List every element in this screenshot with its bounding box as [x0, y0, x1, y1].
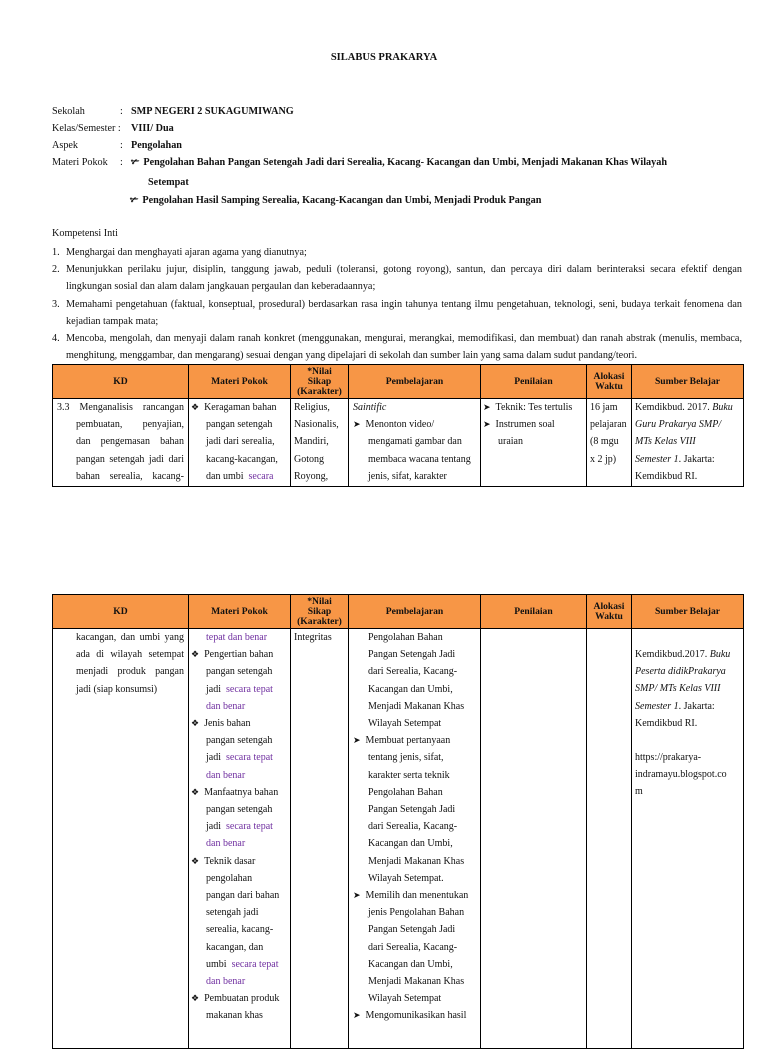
scissors-bullet-icon: ✃: [130, 195, 139, 206]
ki-number: 2.: [52, 264, 60, 276]
penilaian-cell: ➤ Teknik: Tes tertulis ➤ Instrumen soal uraian: [481, 399, 587, 487]
diamond-bullet-icon: ❖: [191, 718, 200, 729]
sumber-cell: Kemdikbud.2017. Buku Peserta didikPrakarya SMP/ MTs Kelas VIII Semester 1. Jakarta: Kemdikbud RI. https://prakarya- indramayu.blogspot.co m: [632, 629, 744, 1049]
header-kd: KD: [53, 365, 189, 399]
pembelajaran-cell: Pengolahan Bahan Pangan Setengah Jadi dari Serealia, Kacang- Kacangan dan Umbi, Menjadi Makanan Khas Wilayah Setempat ➤ Membuat pertanyaan tentang jenis, sifat, karakter serta teknik Pengolahan Bahan Pangan Setengah Jadi dari Serealia, Kacang- Kacangan dan Umbi, Menjadi Makanan Khas Wilayah Setempat. ➤ Memilih dan menentukan jenis Pengolahan Bahan Pangan Setengah Jadi dari Serealia, Kacang- Kacangan dan Umbi, Menjadi Makanan Khas Wilayah Setempat ➤ Mengomunikasikan hasil: [349, 629, 481, 1049]
materi-item-1-line-2: Setempat: [148, 177, 189, 188]
diamond-bullet-icon: ❖: [191, 855, 200, 866]
materi-item-1-line-1: Pengolahan Bahan Pangan Setengah Jadi dari Serealia, Kacang- Kacangan dan Umbi, Menjadi Makanan Khas Wilayah: [143, 157, 668, 168]
ki-text: Mencoba, mengolah, dan menyaji dalam ranah konkret (menggunakan, mengurai, merangkai, memodifikasi, dan membuat) dan ranah abstrak (menulis, membaca, menghitung, menggambar, dan mengarang) sesuai dengan yang dipelajari di sekolah dan sumber lain yang sama dalam sudut pandang/teori.: [66, 333, 742, 362]
header-nilai: *Nilai Sikap (Karakter): [291, 365, 349, 399]
ki-item: [52, 261, 742, 295]
kompetensi-inti-title: Kompetensi Inti: [52, 228, 118, 239]
header-sumber: Sumber Belajar: [632, 595, 744, 629]
ki-item: [52, 330, 742, 364]
silabus-table-1: [52, 364, 744, 487]
table-header-row: [53, 365, 744, 399]
ki-number: 4.: [52, 333, 60, 345]
ki-item: [52, 244, 742, 261]
header-materi: Materi Pokok: [189, 365, 291, 399]
header-pembelajaran: Pembelajaran: [349, 365, 481, 399]
header-pembelajaran: Pembelajaran: [349, 595, 481, 629]
aspek-label: Aspek: [52, 140, 79, 151]
ki-text: Menghargai dan menghayati ajaran agama yang dianutnya;: [66, 247, 307, 258]
ki-item: [52, 296, 742, 330]
kd-cell: 3.3 Menganalisis rancangan pembuatan, penyajian, dan pengemasan bahan pangan setengah jadi dari bahan serealia, kacang-: [53, 399, 189, 487]
table-row: [53, 629, 744, 1049]
diamond-bullet-icon: ❖: [191, 649, 200, 660]
ki-text: Memahami pengetahuan (faktual, konseptual, prosedural) berdasarkan rasa ingin tahunya tentang ilmu pengetahuan, teknologi, seni, budaya terkait fenomena dan kejadian tampak mata;: [66, 298, 742, 327]
nilai-cell: Religius, Nasionalis, Mandiri, Gotong Royong,: [291, 399, 349, 487]
aspek-value: Pengolahan: [131, 140, 182, 151]
arrow-bullet-icon: ➤: [353, 419, 361, 430]
arrow-bullet-icon: ➤: [483, 419, 491, 430]
pembelajaran-cell: Saintific ➤ Menonton video/ mengamati gambar dan membaca wacana tentang jenis, sifat, karakter: [349, 399, 481, 487]
arrow-bullet-icon: ➤: [483, 402, 491, 412]
diamond-bullet-icon: ❖: [191, 402, 200, 412]
arrow-bullet-icon: ➤: [353, 1010, 361, 1021]
info-kelas: [52, 120, 174, 137]
kd-cell: kacangan, dan umbi yang ada di wilayah setempat menjadi produk pangan jadi (siap konsumsi): [53, 629, 189, 1049]
header-materi: Materi Pokok: [189, 595, 291, 629]
header-alokasi: Alokasi Waktu: [587, 365, 632, 399]
colon: :: [120, 140, 123, 151]
info-aspek: [52, 137, 182, 154]
diamond-bullet-icon: ❖: [191, 786, 200, 797]
header-kd: KD: [53, 595, 189, 629]
scissors-bullet-icon: ✃: [131, 157, 140, 168]
document-title: SILABUS PRAKARYA: [330, 52, 438, 63]
info-sekolah: [52, 103, 294, 120]
ki-number: 1.: [52, 247, 60, 258]
ki-text: Menunjukkan perilaku jujur, disiplin, tanggung jawab, peduli (toleransi, gotong royong), santun, dan percaya diri dalam berinteraksi secara efektif dengan lingkungan sosial dan alam dalam jangkauan pergaulan dan keberadaannya;: [66, 264, 742, 293]
materi-cell: ❖ Keragaman bahan pangan setengah jadi dari serealia, kacang-kacangan, dan umbi secara: [189, 399, 291, 487]
materi-cell: tepat dan benar ❖ Pengertian bahan pangan setengah jadi secara tepat dan benar ❖ Jenis bahan pangan setengah jadi secara tepat dan benar ❖ Manfaatnya bahan pangan setengah jadi secara tepat dan benar ❖ Teknik dasar pengolahan pangan dari bahan setengah jadi serealia, kacang- kacangan, dan umbi secara tepat dan benar ❖ Pembuatan produk makanan khas: [189, 629, 291, 1049]
table-row: [53, 399, 744, 487]
sumber-url: m: [635, 786, 643, 798]
arrow-bullet-icon: ➤: [353, 890, 361, 901]
alokasi-cell: [587, 629, 632, 1049]
materi-item-2: Pengolahan Hasil Samping Serealia, Kacang-Kacangan dan Umbi, Menjadi Produk Pangan: [142, 195, 542, 206]
sumber-cell: Kemdikbud. 2017. Buku Guru Prakarya SMP/ MTs Kelas VIII Semester 1. Jakarta: Kemdikbud RI.: [632, 399, 744, 487]
sumber-url: https://prakarya-: [635, 752, 702, 764]
colon: :: [120, 157, 123, 168]
info-materi-cont: [148, 174, 189, 191]
alokasi-cell: 16 jam pelajaran (8 mgu x 2 jp): [587, 399, 632, 487]
silabus-table-2: [52, 594, 744, 1049]
materi-label: Materi Pokok: [52, 157, 108, 168]
kelas-value: VIII/ Dua: [131, 123, 174, 134]
sekolah-label: Sekolah: [52, 106, 85, 117]
kompetensi-inti-list: [52, 244, 742, 364]
sekolah-value: SMP NEGERI 2 SUKAGUMIWANG: [131, 106, 294, 117]
arrow-bullet-icon: ➤: [353, 735, 361, 746]
penilaian-cell: [481, 629, 587, 1049]
table-header-row: [53, 595, 744, 629]
kelas-label: Kelas/Semester :: [52, 123, 121, 134]
header-nilai: *Nilai Sikap (Karakter): [291, 595, 349, 629]
nilai-cell: Integritas: [291, 629, 349, 1049]
colon: :: [120, 106, 123, 117]
header-penilaian: Penilaian: [481, 365, 587, 399]
info-materi-2: [130, 192, 541, 209]
header-sumber: Sumber Belajar: [632, 365, 744, 399]
sumber-url: indramayu.blogspot.co: [635, 769, 727, 781]
header-penilaian: Penilaian: [481, 595, 587, 629]
header-alokasi: Alokasi Waktu: [587, 595, 632, 629]
info-materi: [52, 154, 667, 171]
ki-number: 3.: [52, 298, 60, 310]
diamond-bullet-icon: ❖: [191, 993, 200, 1004]
